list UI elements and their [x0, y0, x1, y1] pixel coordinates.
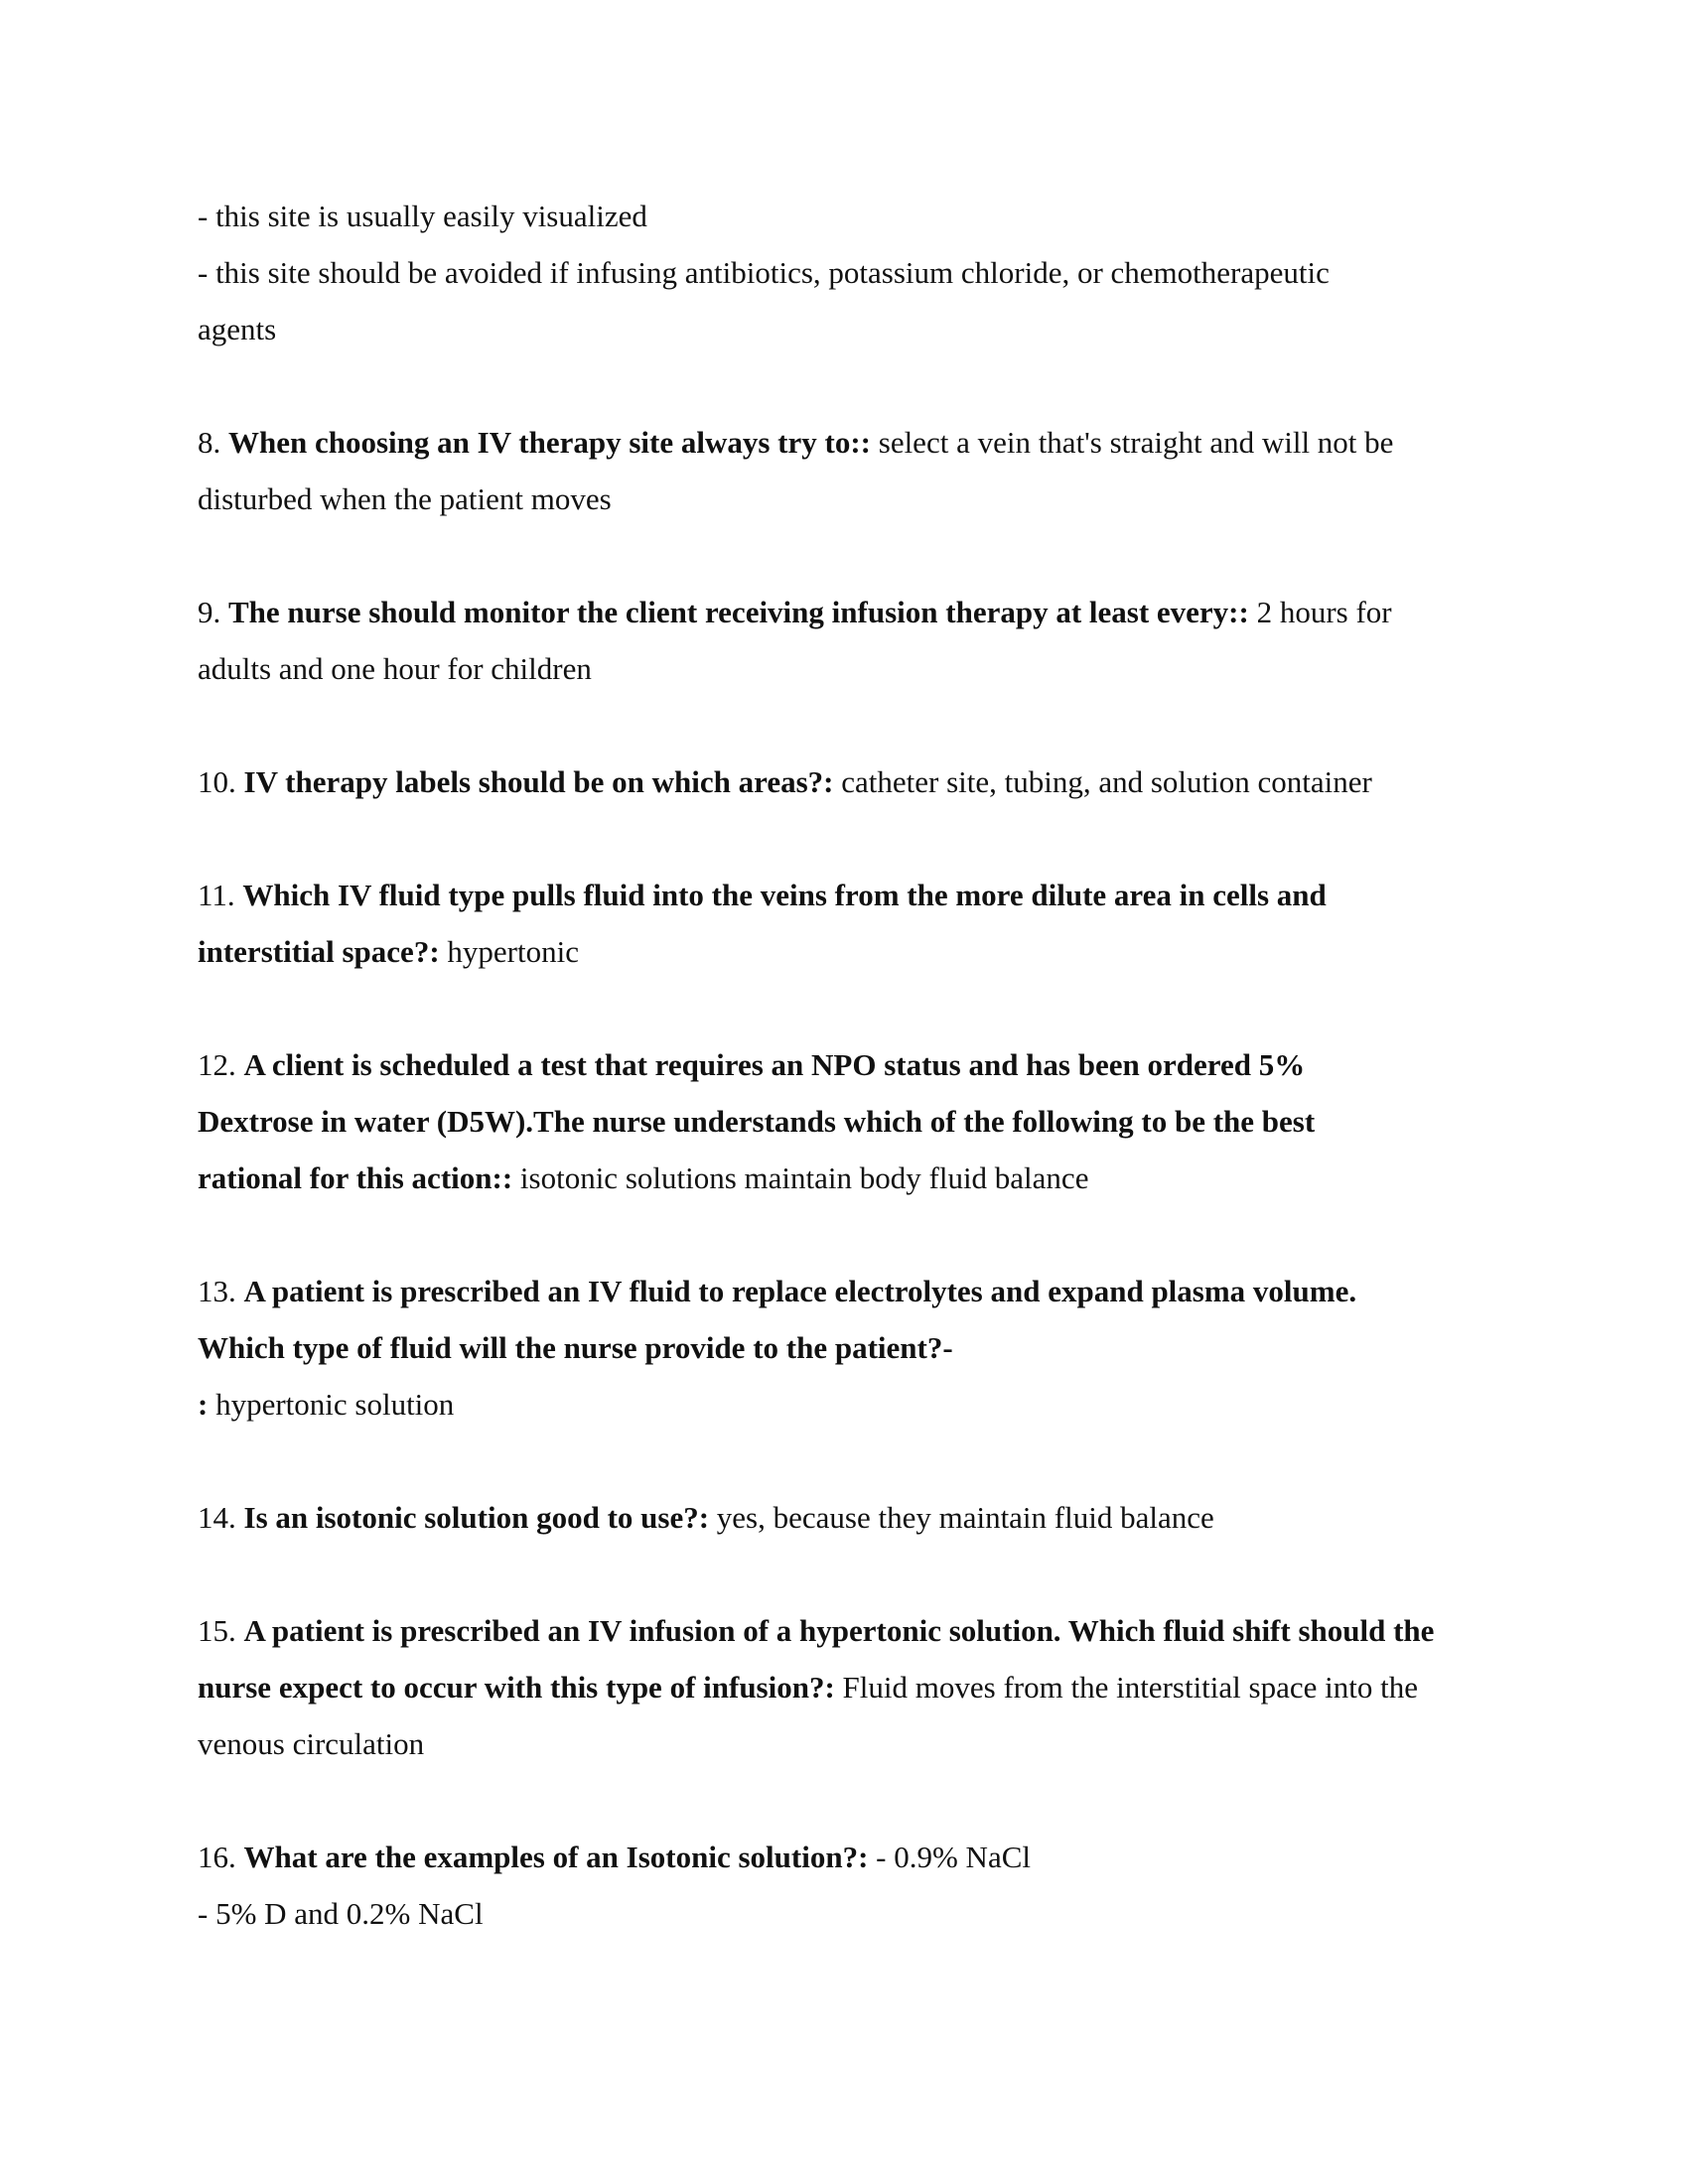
answer-text: 14.: [198, 1500, 244, 1535]
answer-text: 11.: [198, 878, 243, 912]
answer-text: - this site is usually easily visualized: [198, 199, 647, 233]
paragraph-gap: [198, 527, 1508, 584]
question-item: [198, 1489, 1508, 1546]
question-text: IV therapy labels should be on which areas?:: [243, 764, 834, 799]
question-text: When choosing an IV therapy site always try to::: [228, 425, 871, 460]
answer-text: 15.: [198, 1613, 244, 1648]
answer-text: 2 hours for: [1248, 595, 1392, 629]
question-item: [198, 1036, 1508, 1206]
document-page: [198, 188, 1508, 1942]
question-text: Which type of fluid will the nurse provide to the patient?-: [198, 1330, 953, 1365]
text-line: [198, 1715, 1508, 1772]
text-line: [198, 1376, 1508, 1433]
text-line: [198, 1319, 1508, 1376]
answer-text: - this site should be avoided if infusing antibiotics, potassium chloride, or chemotherapeutic: [198, 255, 1330, 290]
text-line: [198, 753, 1508, 810]
paragraph-gap: [198, 980, 1508, 1036]
text-line: [198, 1263, 1508, 1319]
paragraph-gap: [198, 1433, 1508, 1489]
question-item: [198, 414, 1508, 527]
question-item: [198, 1829, 1508, 1942]
text-line: [198, 1602, 1508, 1659]
text-line: [198, 301, 1508, 357]
question-text: A patient is prescribed an IV fluid to replace electrolytes and expand plasma volume.: [243, 1274, 1357, 1308]
question-text: nurse expect to occur with this type of infusion?:: [198, 1670, 835, 1705]
question-item: [198, 867, 1508, 980]
text-line: [198, 1885, 1508, 1942]
answer-text: 9.: [198, 595, 228, 629]
text-line: [198, 1036, 1508, 1093]
paragraph-gap: [198, 810, 1508, 867]
answer-text: agents: [198, 312, 277, 346]
paragraph-gap: [198, 697, 1508, 753]
answer-text: disturbed when the patient moves: [198, 481, 612, 516]
text-line: [198, 1150, 1508, 1206]
answer-text: - 5% D and 0.2% NaCl: [198, 1896, 484, 1931]
answer-text: 13.: [198, 1274, 244, 1308]
text-line: [198, 1829, 1508, 1885]
question-text: Which IV fluid type pulls fluid into the veins from the more dilute area in cells and: [242, 878, 1327, 912]
answer-text: Fluid moves from the interstitial space into the: [834, 1670, 1418, 1705]
question-text: Dextrose in water (D5W).The nurse understands which of the following to be the best: [198, 1104, 1316, 1139]
question-text: rational for this action::: [198, 1160, 513, 1195]
question-text: A patient is prescribed an IV infusion of a hypertonic solution. Which fluid shift should the: [243, 1613, 1435, 1648]
text-line: [198, 923, 1508, 980]
question-item: [198, 1263, 1508, 1433]
text-line: [198, 584, 1508, 640]
answer-text: hypertonic: [439, 934, 579, 969]
answer-text: yes, because they maintain fluid balance: [709, 1500, 1214, 1535]
text-line: [198, 640, 1508, 697]
text-line: [198, 1093, 1508, 1150]
question-text: A client is scheduled a test that requires an NPO status and has been ordered 5%: [243, 1047, 1306, 1082]
question-text: Is an isotonic solution good to use?:: [243, 1500, 710, 1535]
text-line: [198, 414, 1508, 471]
answer-text: - 0.9% NaCl: [868, 1840, 1031, 1874]
answer-text: 10.: [198, 764, 244, 799]
paragraph-gap: [198, 1546, 1508, 1602]
paragraph-gap: [198, 1206, 1508, 1263]
text-line: [198, 244, 1508, 301]
answer-text: select a vein that's straight and will not be: [871, 425, 1394, 460]
answer-text: 12.: [198, 1047, 244, 1082]
answer-text: venous circulation: [198, 1726, 425, 1761]
question-text: interstitial space?:: [198, 934, 440, 969]
question-text: The nurse should monitor the client receiving infusion therapy at least every::: [228, 595, 1249, 629]
answer-text: 16.: [198, 1840, 244, 1874]
answer-text: catheter site, tubing, and solution container: [833, 764, 1372, 799]
question-text: What are the examples of an Isotonic solution?:: [243, 1840, 869, 1874]
text-line: [198, 471, 1508, 527]
question-item: [198, 753, 1508, 810]
paragraph-gap: [198, 1772, 1508, 1829]
text-line: [198, 188, 1508, 244]
paragraph-gap: [198, 357, 1508, 414]
question-item: [198, 584, 1508, 697]
text-line: [198, 1659, 1508, 1715]
question-item: [198, 1602, 1508, 1772]
continuation-block: [198, 188, 1508, 357]
question-text: :: [198, 1387, 209, 1422]
text-line: [198, 1489, 1508, 1546]
text-line: [198, 867, 1508, 923]
answer-text: adults and one hour for children: [198, 651, 592, 686]
answer-text: hypertonic solution: [208, 1387, 455, 1422]
answer-text: isotonic solutions maintain body fluid balance: [512, 1160, 1089, 1195]
answer-text: 8.: [198, 425, 228, 460]
